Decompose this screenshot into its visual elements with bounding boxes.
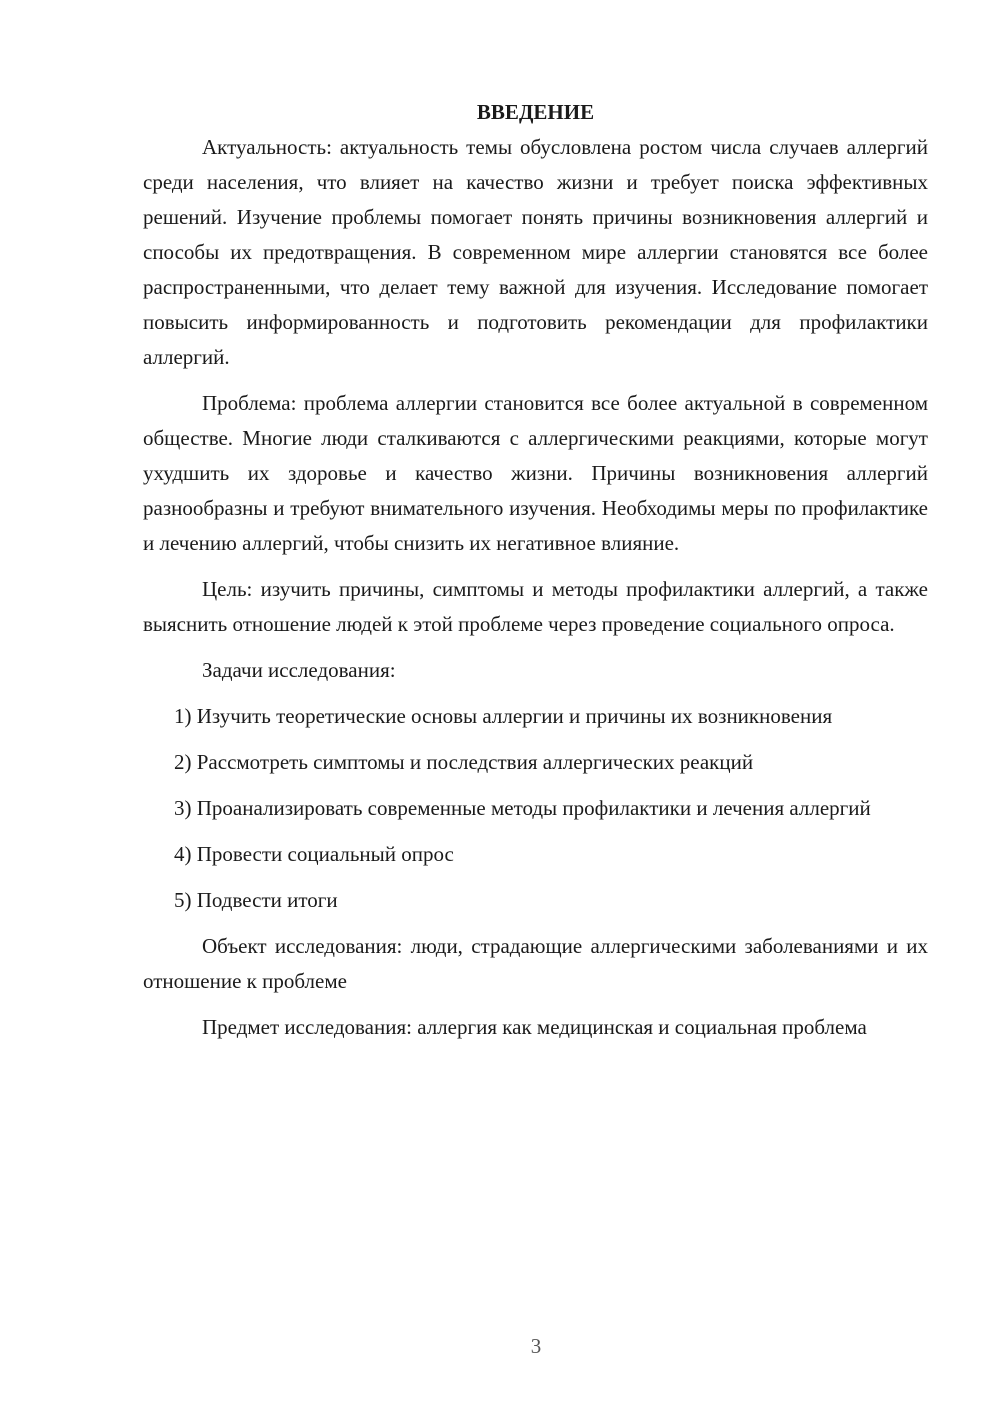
problem-paragraph: Проблема: проблема аллергии становится все более актуальной в современном обществе. Многие люди сталкиваются с аллергическими реакциями, которые могут ухудшить их здоровье и качество жизни. Причины возникновения аллергий разнообразны и требуют внимательного изучения. Необходимы меры по профилактике и лечению аллергий, чтобы снизить их негативное влияние. (143, 391, 928, 555)
page-title: ВВЕДЕНИЕ (476, 100, 595, 124)
task-item: 2) Рассмотреть симптомы и последствия аллергических реакций (174, 750, 754, 774)
page-number: 3 (530, 1334, 542, 1358)
page-content (143, 95, 928, 1056)
goal-paragraph: Цель: изучить причины, симптомы и методы профилактики аллергий, а также выяснить отношение людей к этой проблеме через проведение социального опроса. (143, 577, 928, 636)
object-paragraph: Объект исследования: люди, страдающие аллергическими заболеваниями и их отношение к проблеме (143, 934, 928, 993)
task-item: 1) Изучить теоретические основы аллергии и причины их возникновения (174, 704, 833, 728)
relevance-paragraph: Актуальность: актуальность темы обусловлена ростом числа случаев аллергий среди населения, что влияет на качество жизни и требует поиска эффективных решений. Изучение проблемы помогает понять причины возникновения аллергий и способы их предотвращения. В современном мире аллергии становятся все более распространенными, что делает тему важной для изучения. Исследование помогает повысить информированность и подготовить рекомендации для профилактики аллергий. (143, 135, 928, 369)
task-item: 3) Проанализировать современные методы профилактики и лечения аллергий (174, 796, 871, 820)
tasks-heading: Задачи исследования: (202, 658, 396, 682)
task-item: 4) Провести социальный опрос (174, 842, 454, 866)
subject-paragraph: Предмет исследования: аллергия как медицинская и социальная проблема (202, 1015, 867, 1039)
task-item: 5) Подвести итоги (174, 888, 338, 912)
